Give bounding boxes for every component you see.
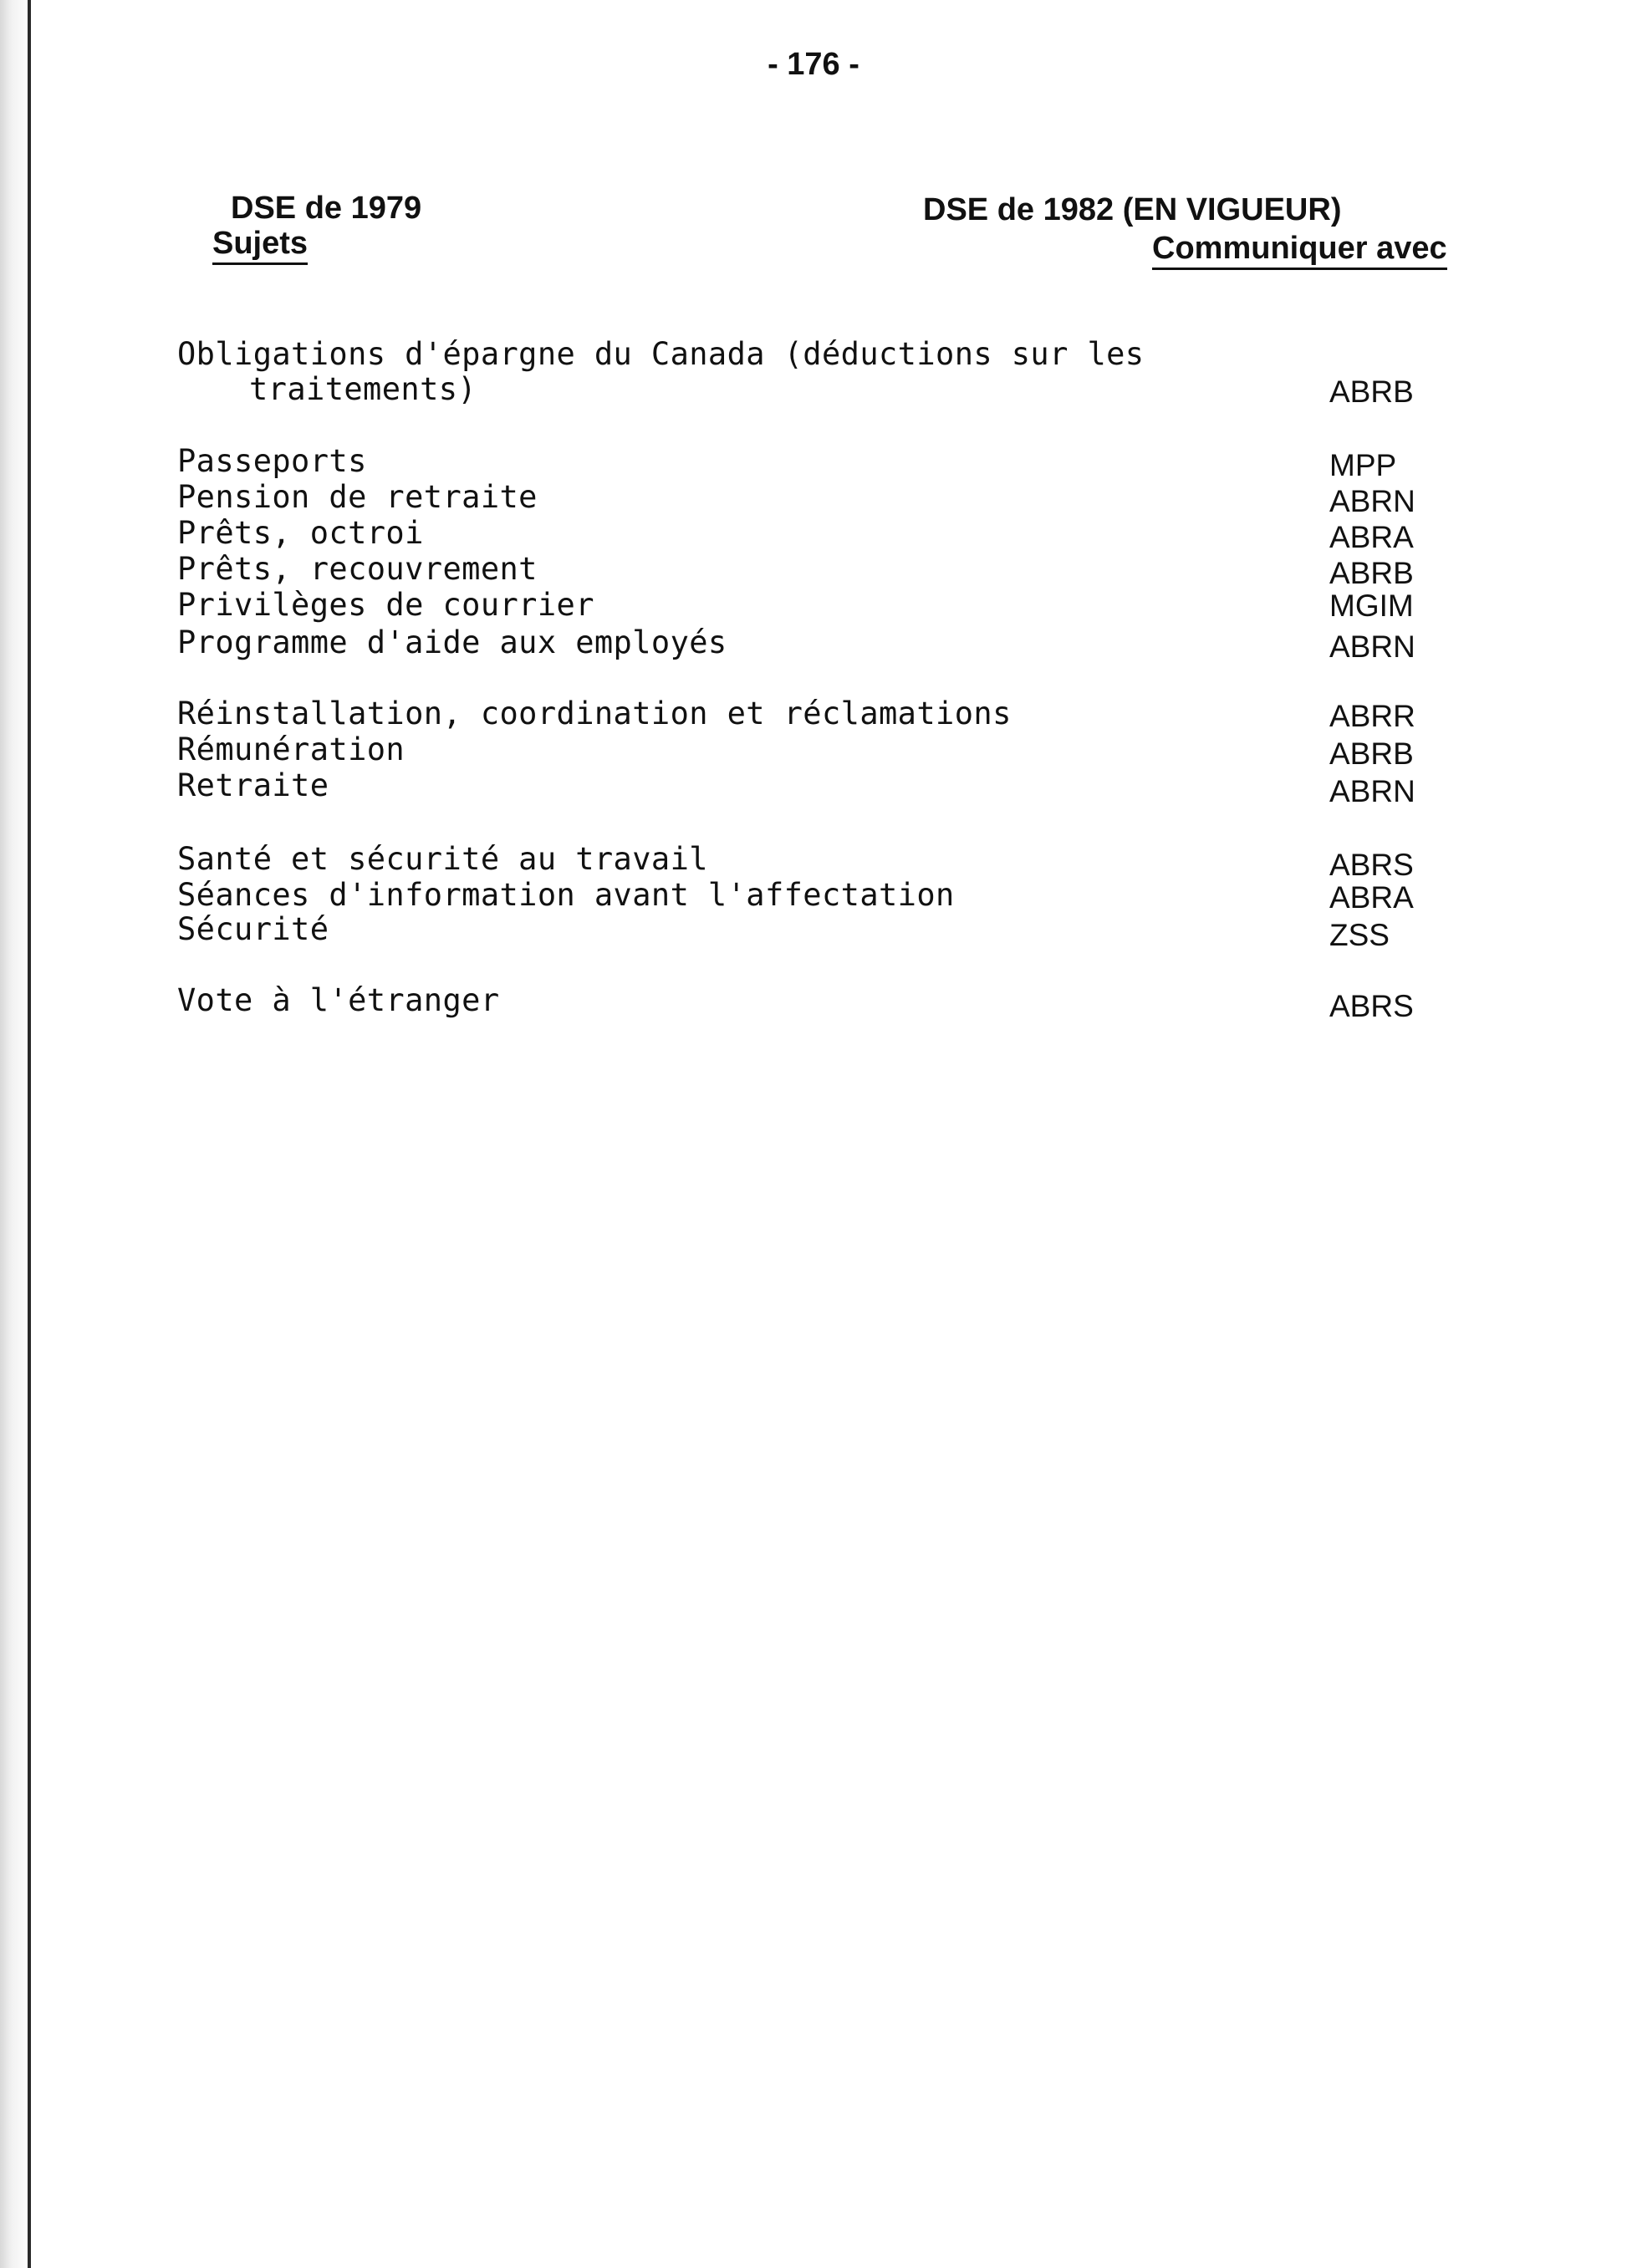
list-item xyxy=(0,731,1627,771)
contact-code: ABRN xyxy=(1329,484,1415,518)
subject-text: Retraite xyxy=(177,767,329,803)
list-item xyxy=(0,841,1627,882)
page-number: - 176 - xyxy=(768,47,859,82)
subject-text: Passeports xyxy=(177,443,367,479)
list-item xyxy=(0,443,1627,480)
contact-code: ABRN xyxy=(1329,774,1415,808)
left-column-title: DSE de 1979 xyxy=(231,191,422,226)
contact-code: ABRS xyxy=(1329,989,1414,1023)
subject-text: Programme d'aide aux employés xyxy=(177,624,727,660)
left-column-subtitle xyxy=(212,226,308,262)
subject-text: Réinstallation, coordination et réclamations xyxy=(177,696,1012,731)
contact-code: ABRS xyxy=(1329,848,1414,882)
list-item xyxy=(0,767,1627,808)
contact-code: ABRR xyxy=(1329,699,1415,733)
subject-text: Privilèges de courrier xyxy=(177,587,594,623)
contact-code: MPP xyxy=(1329,448,1397,482)
right-column-subtitle xyxy=(1152,231,1447,267)
right-column-title: DSE de 1982 (EN VIGUEUR) xyxy=(923,192,1342,227)
list-item xyxy=(0,336,1627,373)
list-item xyxy=(0,587,1627,624)
subject-text: Pension de retraite xyxy=(177,479,538,515)
list-item xyxy=(0,624,1627,664)
contact-code: ZSS xyxy=(1329,918,1390,952)
contact-code: ABRA xyxy=(1329,520,1414,554)
subjects-heading: Sujets xyxy=(212,226,308,265)
subject-text: Séances d'information avant l'affectation xyxy=(177,877,955,913)
list-item xyxy=(0,551,1627,588)
subject-text: Rémunération xyxy=(177,731,405,767)
contact-code: ABRA xyxy=(1329,880,1414,915)
subject-text: Vote à l'étranger xyxy=(177,982,500,1018)
contact-code: ABRB xyxy=(1329,375,1414,409)
contact-code: ABRB xyxy=(1329,736,1414,771)
subject-text: Obligations d'épargne du Canada (déductions sur les xyxy=(177,336,1145,372)
list-item xyxy=(0,911,1627,952)
list-item-continuation xyxy=(0,371,1627,408)
subject-text: Sécurité xyxy=(177,911,329,947)
list-item xyxy=(0,877,1627,914)
subject-text: Prêts, recouvrement xyxy=(177,551,538,587)
subject-text: Santé et sécurité au travail xyxy=(177,841,708,877)
subject-text: Prêts, octroi xyxy=(177,515,424,551)
list-item xyxy=(0,696,1627,732)
list-item xyxy=(0,515,1627,552)
list-item xyxy=(0,479,1627,516)
list-item xyxy=(0,982,1627,1023)
contact-code: ABRB xyxy=(1329,556,1414,590)
subject-text-continuation: traitements) xyxy=(249,371,477,407)
contact-code: ABRN xyxy=(1329,629,1415,664)
contact-heading: Communiquer avec xyxy=(1152,231,1447,270)
contact-code: MGIM xyxy=(1329,589,1414,623)
